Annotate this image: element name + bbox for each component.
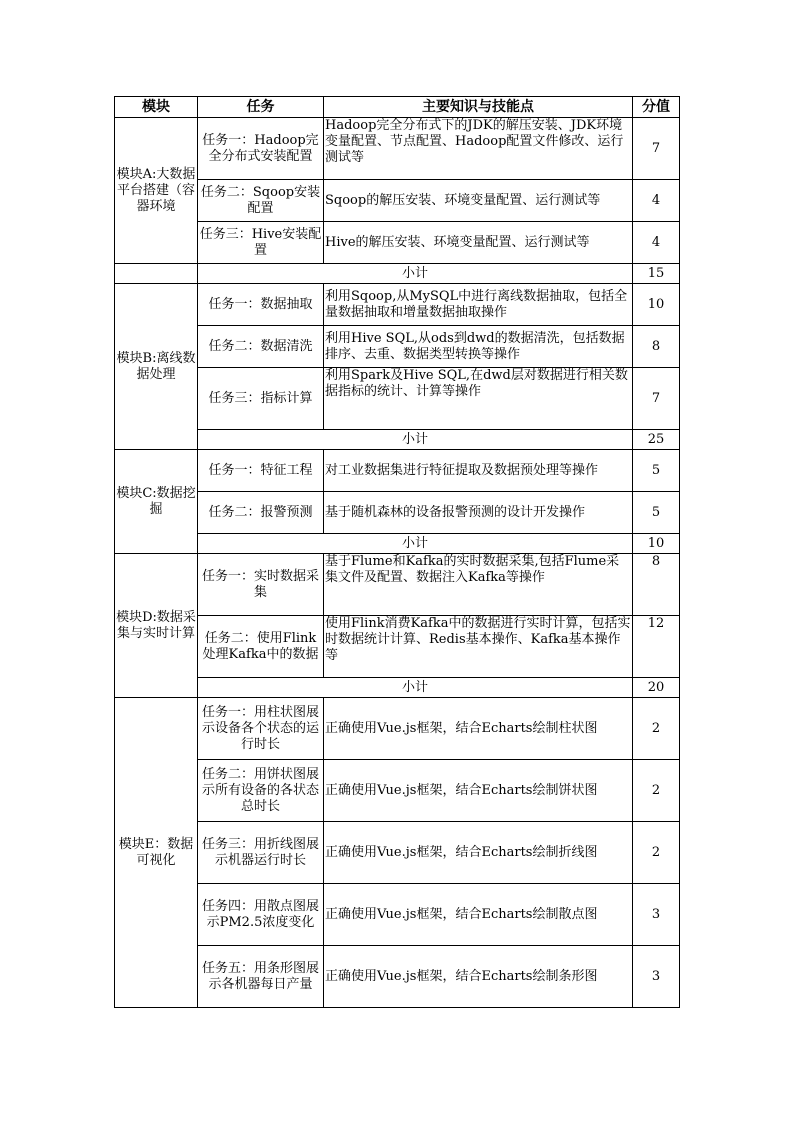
header-score: 分值 [633, 97, 680, 118]
task-description: 正确使用Vue.js框架，结合Echarts绘制折线图 [324, 822, 633, 884]
task-description: 正确使用Vue.js框架，结合Echarts绘制饼状图 [324, 760, 633, 822]
subtotal-value: 20 [633, 678, 680, 698]
subtotal-label: 小计 [198, 534, 633, 554]
table-row [115, 284, 680, 326]
table-row [115, 450, 680, 492]
task-description: 对工业数据集进行特征提取及数据预处理等操作 [324, 450, 633, 492]
task-name: 任务一：特征工程 [198, 450, 324, 492]
module-name: 模块E：数据可视化 [115, 698, 198, 1008]
task-score: 12 [633, 616, 680, 678]
task-score: 10 [633, 284, 680, 326]
task-name: 任务二：用饼状图展示所有设备的各状态总时长 [198, 760, 324, 822]
subtotal-label: 小计 [198, 678, 633, 698]
task-name: 任务三：Hive安装配置 [198, 222, 324, 264]
task-description: Hadoop完全分布式下的JDK的解压安装、JDK环境变量配置、节点配置、Hadoop配置文件修改、运行测试等 [324, 118, 633, 180]
header-row [115, 97, 680, 118]
competition-scoring-table [114, 96, 680, 1008]
table-row [115, 118, 680, 180]
subtotal-value: 25 [633, 430, 680, 450]
table-row [115, 698, 680, 760]
subtotal-row [115, 430, 680, 450]
task-score: 5 [633, 492, 680, 534]
task-score: 3 [633, 946, 680, 1008]
task-name: 任务一：数据抽取 [198, 284, 324, 326]
task-description: 正确使用Vue.js框架，结合Echarts绘制条形图 [324, 946, 633, 1008]
task-score: 7 [633, 368, 680, 430]
task-score: 8 [633, 554, 680, 616]
subtotal-row [115, 264, 680, 284]
task-name: 任务三：用折线图展示机器运行时长 [198, 822, 324, 884]
task-description: 基于Flume和Kafka的实时数据采集,包括Flume采集文件及配置、数据注入Kafka等操作 [324, 554, 633, 616]
module-name: 模块A:大数据平台搭建（容器环境 [115, 118, 198, 264]
table-row [115, 884, 680, 946]
header-skills: 主要知识与技能点 [324, 97, 633, 118]
task-description: 利用Sqoop,从MySQL中进行离线数据抽取，包括全量数据抽取和增量数据抽取操作 [324, 284, 633, 326]
task-description: 基于随机森林的设备报警预测的设计开发操作 [324, 492, 633, 534]
task-name: 任务五：用条形图展示各机器每日产量 [198, 946, 324, 1008]
header-module: 模块 [115, 97, 198, 118]
table-row [115, 492, 680, 534]
task-description: 正确使用Vue.js框架，结合Echarts绘制散点图 [324, 884, 633, 946]
task-description: 使用Flink消费Kafka中的数据进行实时计算，包括实时数据统计计算、Redis基本操作、Kafka基本操作等 [324, 616, 633, 678]
task-score: 2 [633, 698, 680, 760]
task-score: 4 [633, 222, 680, 264]
subtotal-blank [115, 264, 198, 284]
task-description: 利用Spark及Hive SQL,在dwd层对数据进行相关数据指标的统计、计算等操作 [324, 368, 633, 430]
table-row [115, 822, 680, 884]
subtotal-label: 小计 [198, 264, 633, 284]
task-score: 7 [633, 118, 680, 180]
task-score: 2 [633, 760, 680, 822]
table-row [115, 616, 680, 678]
task-name: 任务二：数据清洗 [198, 326, 324, 368]
module-name: 模块B:离线数据处理 [115, 284, 198, 450]
task-name: 任务二：使用Flink处理Kafka中的数据 [198, 616, 324, 678]
table-row [115, 554, 680, 616]
subtotal-value: 10 [633, 534, 680, 554]
table-row [115, 368, 680, 430]
task-description: Sqoop的解压安装、环境变量配置、运行测试等 [324, 180, 633, 222]
task-name: 任务一：实时数据采集 [198, 554, 324, 616]
task-name: 任务一：Hadoop完全分布式安装配置 [198, 118, 324, 180]
subtotal-row [115, 678, 680, 698]
header-task: 任务 [198, 97, 324, 118]
task-description: 利用Hive SQL,从ods到dwd的数据清洗，包括数据排序、去重、数据类型转换等操作 [324, 326, 633, 368]
table-row [115, 180, 680, 222]
task-score: 4 [633, 180, 680, 222]
table-row [115, 326, 680, 368]
task-name: 任务二：Sqoop安装配置 [198, 180, 324, 222]
module-name: 模块D:数据采集与实时计算 [115, 554, 198, 698]
task-score: 8 [633, 326, 680, 368]
task-score: 5 [633, 450, 680, 492]
task-name: 任务二：报警预测 [198, 492, 324, 534]
table-row [115, 222, 680, 264]
task-description: Hive的解压安装、环境变量配置、运行测试等 [324, 222, 633, 264]
task-name: 任务一：用柱状图展示设备各个状态的运行时长 [198, 698, 324, 760]
task-score: 2 [633, 822, 680, 884]
task-name: 任务四：用散点图展示PM2.5浓度变化 [198, 884, 324, 946]
module-name: 模块C:数据挖掘 [115, 450, 198, 554]
subtotal-row [115, 534, 680, 554]
task-score: 3 [633, 884, 680, 946]
subtotal-value: 15 [633, 264, 680, 284]
task-name: 任务三：指标计算 [198, 368, 324, 430]
table-row [115, 946, 680, 1008]
table-row [115, 760, 680, 822]
subtotal-label: 小计 [198, 430, 633, 450]
task-description: 正确使用Vue.js框架，结合Echarts绘制柱状图 [324, 698, 633, 760]
